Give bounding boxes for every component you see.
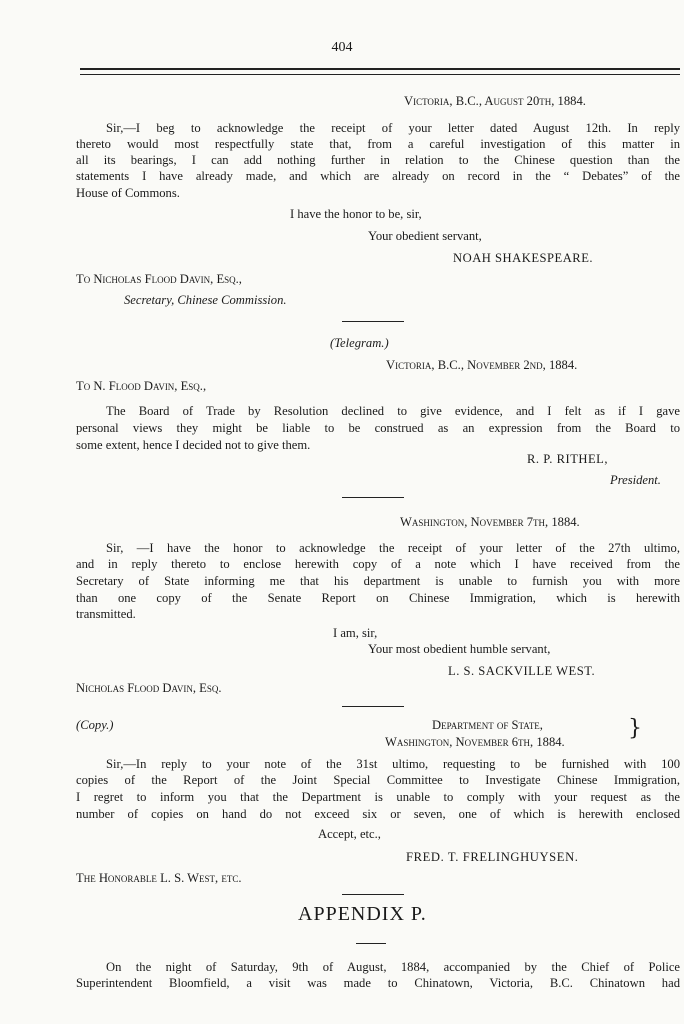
letter-3-addressee: Nicholas Flood Davin, Esq. (76, 681, 222, 695)
separator-rule (342, 894, 404, 895)
letter-3-signature: L. S. SACKVILLE WEST. (448, 664, 596, 678)
letter-1-closing: I have the honor to be, sir, (290, 207, 422, 221)
letter-1-place-date: Victoria, B.C., August 20th, 1884. (404, 94, 586, 108)
letter-2-body-line: some extent, hence I decided not to give them. (76, 438, 311, 452)
letter-3-place-date: Washington, November 7th, 1884. (400, 515, 580, 529)
brace-icon: } (628, 716, 642, 741)
letter-3-body-line: transmitted. (76, 607, 136, 621)
letter-1-addressee-title: Secretary, Chinese Commission. (124, 293, 287, 307)
letter-4-body-line: Sir,—In reply to your note of the 31st ultimo, requesting to be furnished with 100 (106, 757, 680, 771)
letter-2-body-line: The Board of Trade by Resolution declined to give evidence, and I felt as if I gave (106, 404, 680, 418)
letter-4-body-line: I regret to inform you that the Department is unable to comply with your request as the (76, 790, 680, 804)
appendix-line: On the night of Saturday, 9th of August, 1884, accompanied by the Chief of Police (106, 960, 680, 974)
separator-rule (342, 497, 404, 498)
separator-rule (342, 321, 404, 322)
letter-1-signature: NOAH SHAKESPEARE. (453, 251, 594, 265)
letter-4-signature: FRED. T. FRELINGHUYSEN. (406, 850, 579, 864)
letter-4-closing: Accept, etc., (318, 827, 381, 841)
letter-1-body-line: all its bearings, I can add nothing further in relation to the Chinese question than the (76, 153, 680, 167)
letter-4-department: Department of State, (432, 718, 543, 732)
page-number: 404 (331, 40, 353, 55)
letter-3-closing: Your most obedient humble servant, (368, 642, 551, 656)
appendix-rule (356, 943, 386, 944)
letter-1-body-line: thereto would most respectfully state that, from a careful investigation of this matter in (76, 137, 680, 151)
separator-rule (342, 706, 404, 707)
appendix-title: APPENDIX P. (298, 903, 427, 925)
letter-4-place-date: Washington, November 6th, 1884. (385, 735, 565, 749)
letter-1-body-line: House of Commons. (76, 186, 180, 200)
letter-2-label: (Telegram.) (330, 336, 389, 350)
letter-1-body-line: Sir,—I beg to acknowledge the receipt of your letter dated August 12th. In reply (106, 121, 680, 135)
letter-3-body-line: Secretary of State informing me that his department is unable to furnish you with more (76, 574, 680, 588)
letter-2-addressee: To N. Flood Davin, Esq., (76, 379, 207, 393)
letter-1-body-line: statements I have already made, and which are already on record in the “ Debates” of the (76, 169, 680, 183)
letter-3-body-line: than one copy of the Senate Report on Chinese Immigration, which is herewith (76, 591, 680, 605)
letter-2-place-date: Victoria, B.C., November 2nd, 1884. (386, 358, 578, 372)
appendix-line: Superintendent Bloomfield, a visit was made to Chinatown, Victoria, B.C. Chinatown had (76, 976, 680, 990)
letter-4-body-line: copies of the Report of the Joint Special Committee to Investigate Chinese Immigration, (76, 773, 680, 787)
letter-2-signature-title: President. (610, 473, 661, 487)
letter-2-body-line: personal views they might be liable to be construed as an expression from the Board to (76, 421, 680, 435)
letter-4-label: (Copy.) (76, 718, 114, 732)
letter-3-body-line: Sir, —I have the honor to acknowledge the receipt of your letter of the 27th ultimo, (106, 541, 680, 555)
header-rule-bottom (80, 74, 680, 75)
letter-2-signature: R. P. RITHEL, (527, 452, 609, 466)
letter-4-body-line: number of copies on hand do not exceed six or seven, one of which is herewith enclosed (76, 807, 680, 821)
letter-1-addressee: To Nicholas Flood Davin, Esq., (76, 272, 242, 286)
letter-3-closing: I am, sir, (333, 626, 378, 640)
letter-1-closing: Your obedient servant, (368, 229, 482, 243)
header-rule-top (80, 68, 680, 70)
letter-4-addressee: The Honorable L. S. West, etc. (76, 871, 242, 885)
letter-3-body-line: and in reply thereto to enclose herewith copy of a note which I have received from the (76, 557, 680, 571)
